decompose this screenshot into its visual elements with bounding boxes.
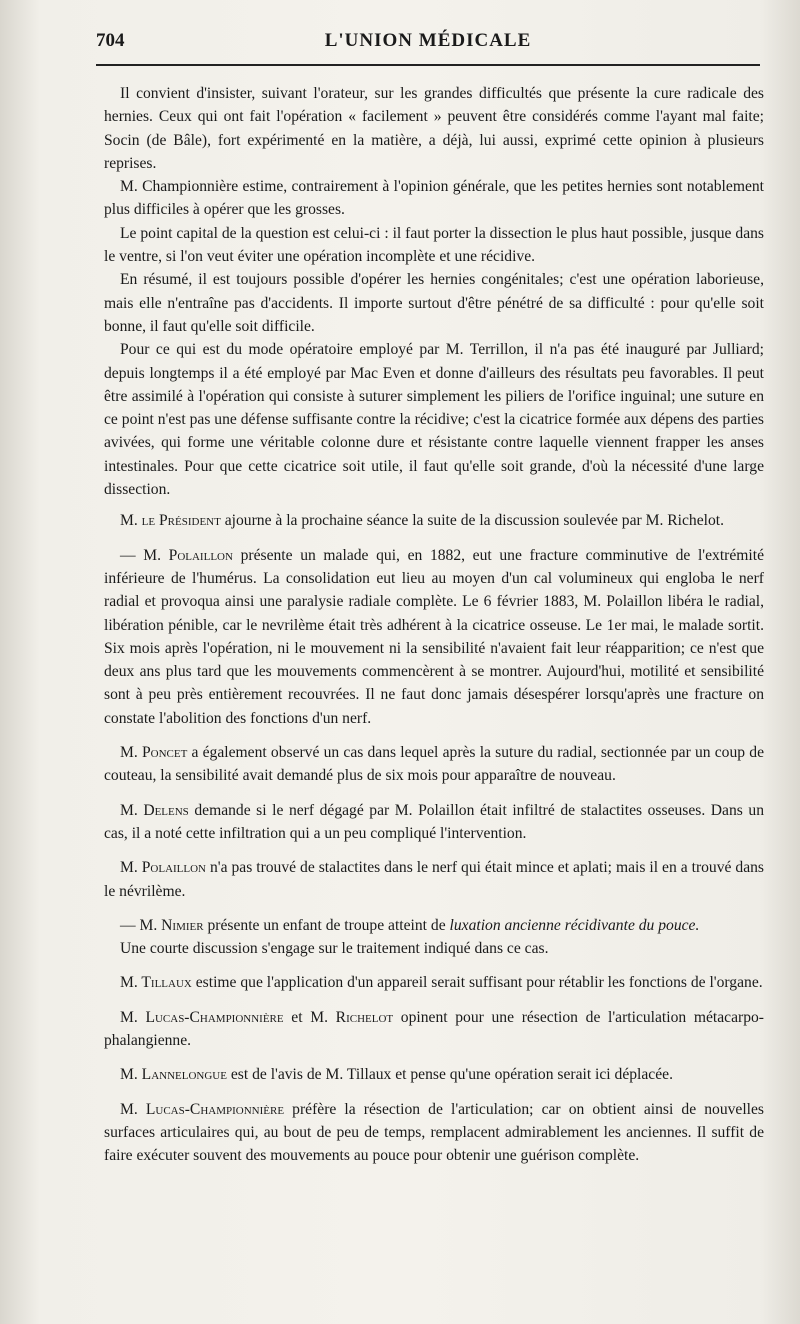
page-number: 704 — [96, 30, 125, 51]
italic-phrase: luxation ancienne récidivante du pouce. — [449, 916, 700, 934]
paragraph: M. le Président ajourne à la prochaine séance la suite de la discussion soulevée par M. Richelot. — [120, 512, 725, 530]
speaker-name: M. le Président — [120, 512, 221, 530]
speaker-name: M. Lannelongue — [120, 1066, 227, 1084]
running-head — [96, 30, 760, 58]
speaker-name: — M. Nimier — [120, 916, 204, 934]
paragraph: M. Lucas-Championnière et M. Richelot opinent pour une résection de l'articulation métacarpo-phalangienne. — [104, 1008, 764, 1049]
paragraph: En résumé, il est toujours possible d'opérer les hernies congénitales; c'est une opération laborieuse, mais elle n'entraîne pas d'accidents. Il importe surtout d'être pénétré de sa difficulté : pour qu'elle soit bonne, il faut qu'elle soit difficile. — [104, 271, 764, 335]
speaker-name: M. Delens — [120, 801, 189, 819]
paragraph: M. Lannelongue est de l'avis de M. Tillaux et pense qu'une opération serait ici déplacée. — [120, 1066, 673, 1084]
speaker-name: M. Polaillon — [120, 859, 207, 877]
paragraph: Une courte discussion s'engage sur le traitement indiqué dans ce cas. — [120, 940, 549, 958]
journal-title: L'UNION MÉDICALE — [324, 30, 532, 51]
paragraph: Le point capital de la question est celui-ci : il faut porter la dissection le plus haut possible, jusque dans le ventre, si l'on veut éviter une opération incomplète et une récidive. — [104, 224, 764, 266]
speaker-name: M. Poncet — [120, 744, 188, 762]
speaker-name: — M. Polaillon — [120, 546, 233, 564]
paragraph: — M. Nimier présente un enfant de troupe atteint de luxation ancienne récidivante du pouce. — [120, 916, 700, 934]
paragraph: M. Championnière estime, contrairement à l'opinion générale, que les petites hernies sont notablement plus difficiles à opérer que les grosses. — [104, 178, 764, 219]
header-rule — [96, 64, 760, 66]
speaker-name: M. Lucas-Championnière — [120, 1100, 285, 1118]
speaker-name: M. Richelot — [310, 1008, 394, 1026]
paragraph: M. Delens demande si le nerf dégagé par M. Polaillon était infiltré de stalactites osseuses. Dans un cas, il a noté cette infiltration qui a un peu compliqué l'intervention. — [104, 801, 764, 842]
paragraph: Il convient d'insister, suivant l'orateur, sur les grandes difficultés que présente la cure radicale des hernies. Ceux qui ont fait l'opération « facilement » peuvent être considérés comme l'ayant mal faite; Socin (de Bâle), fort expérimenté en la matière, a déjà, lui aussi, exprimé cette opinion à plusieurs reprises. — [104, 85, 764, 172]
paragraph: M. Lucas-Championnière préfère la résection de l'articulation; car on obtient ainsi de nouvelles surfaces articulaires qui, au bout de peu de temps, remplacent admirablement les anciennes. Il suffit de faire exécuter souvent des mouvements au pouce pour obtenir une guérison complète. — [104, 1100, 765, 1165]
article-body — [104, 82, 764, 1167]
speaker-name: M. Lucas-Championnière — [120, 1008, 284, 1026]
speaker-name: M. Tillaux — [120, 974, 192, 992]
paragraph: M. Tillaux estime que l'application d'un appareil serait suffisant pour rétablir les fonctions de l'organe. — [120, 974, 763, 992]
paragraph: — M. Polaillon présente un malade qui, en 1882, eut une fracture comminutive de l'extrémité inférieure de l'humérus. La consolidation eut lieu au moyen d'un cal volumineux qui engloba le nerf radial et provoqua ainsi une paralysie radiale complète. Le 6 février 1883, M. Polaillon libéra le radial, libération pénible, car le nevrilème était très adhérent à la cicatrice osseuse. Le 1er mai, le malade sortit. Six mois après l'opération, ni le mouvement ni la sensibilité n'avaient fait leur réapparition; ce n'est que deux ans plus tard que les mouvements commencèrent à se montrer. Aujourd'hui, motilité et sensibilité sont à peu près entièrement recouvrées. Il ne faut donc jamais désespérer lorsqu'après une fracture on constate l'abolition des fonctions d'un nerf. — [104, 546, 764, 727]
paragraph: Pour ce qui est du mode opératoire employé par M. Terrillon, il n'a pas été inauguré par Julliard; depuis longtemps il a été employé par Mac Even et donne d'ailleurs des résultats peu favorables. Il peut être assimilé à l'opération qui consiste à suturer simplement les piliers de l'orifice inguinal; une suture en ce point n'est pas une défense suffisante contre la récidive; c'est la cicatrice formée aux dépens des parties avivées, qui forme une véritable colonne dure et résistante contre laquelle viennent frapper les anses intestinales. Pour que cette cicatrice soit utile, il faut qu'elle soit grande, d'où la nécessité d'une large dissection. — [104, 341, 764, 499]
paragraph: M. Polaillon n'a pas trouvé de stalactites dans le nerf qui était mince et aplati; mais il en a trouvé dans le névrilème. — [104, 859, 764, 900]
paragraph: M. Poncet a également observé un cas dans lequel après la suture du radial, sectionnée par un coup de couteau, la sensibilité avait demandé plus de six mois pour apparaître de nouveau. — [104, 744, 764, 785]
